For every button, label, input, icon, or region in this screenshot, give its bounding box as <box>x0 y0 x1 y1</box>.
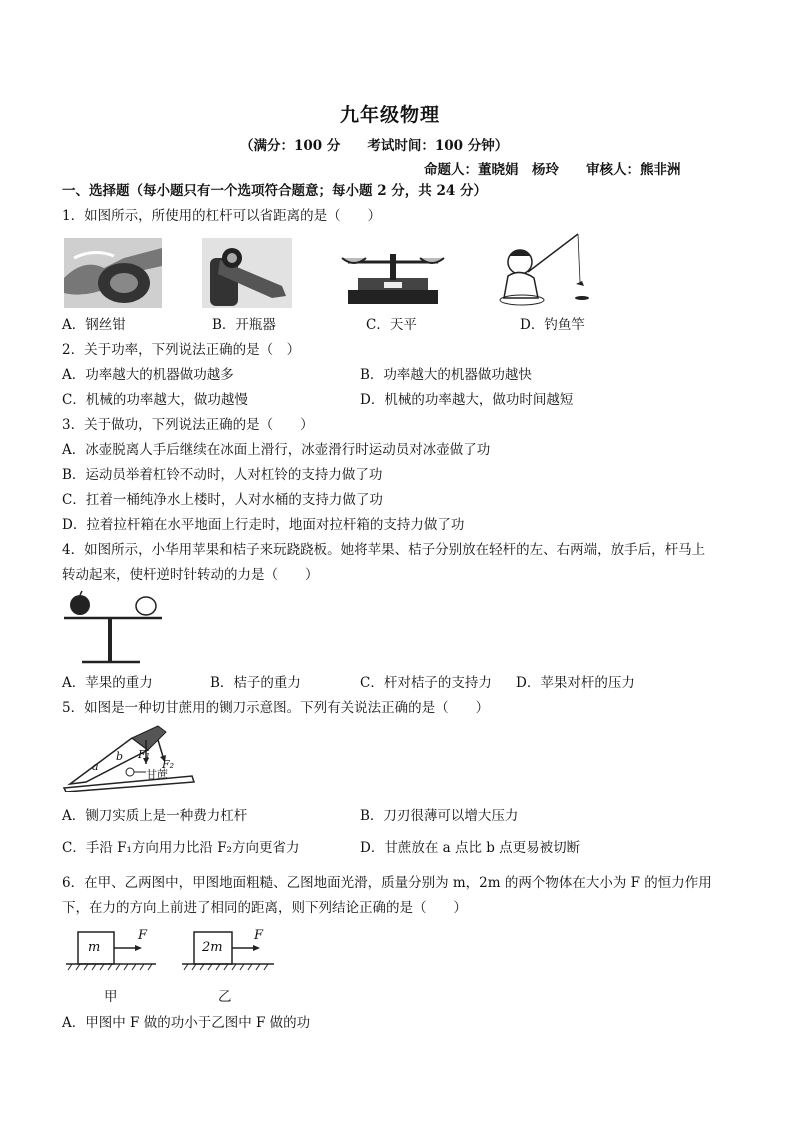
q2-option-c: C．机械的功率越大，做功越慢 <box>62 392 248 408</box>
q4-option-c: C．杆对桔子的支持力 <box>360 675 492 691</box>
q1-option-a: A．钢丝钳 <box>62 317 126 333</box>
q4-option-d: D．苹果对杆的压力 <box>516 675 635 691</box>
force2-label: F <box>254 928 264 943</box>
q1-stem: 1．如图所示，所使用的杠杆可以省距离的是（ ） <box>62 208 382 224</box>
q3-stem: 3．关于做功，下列说法正确的是（ ） <box>62 417 314 433</box>
figure-caption-yi: 乙 <box>218 989 232 1005</box>
page-title: 九年级物理 <box>340 104 441 126</box>
q5-option-b: B．刀刃很薄可以增大压力 <box>360 808 519 824</box>
block-figure-right <box>180 928 280 972</box>
q5-option-a: A．铡刀实质上是一种费力杠杆 <box>62 808 248 824</box>
bottle-opener-image <box>202 238 292 308</box>
q2-option-d: D．机械的功率越大，做功时间越短 <box>360 392 574 408</box>
q1-option-d: D．钓鱼竿 <box>520 317 585 333</box>
seesaw-figure <box>62 590 182 668</box>
q2-stem: 2．关于功率，下列说法正确的是（ ） <box>62 342 301 358</box>
force1-label: F <box>138 928 148 943</box>
q1-option-c: C．天平 <box>366 317 417 333</box>
q6-stem-line2: 下，在力的方向上前进了相同的距离，则下列结论正确的是（ ） <box>62 900 467 916</box>
q1-option-b: B．开瓶器 <box>212 317 276 333</box>
authors-line: 命题人：董晓娟 杨玲 审核人：熊非洲 <box>424 162 681 178</box>
q5-option-c: C．手沿 F₁方向用力比沿 F₂方向更省力 <box>62 840 300 856</box>
block1-label: m <box>88 940 101 955</box>
label-f2: F₂ <box>162 758 175 771</box>
label-b: b <box>116 750 124 763</box>
q2-option-a: A．功率越大的机器做功越多 <box>62 367 234 383</box>
q4-option-a: A．苹果的重力 <box>62 675 153 691</box>
q6-stem-line1: 6．在甲、乙两图中，甲图地面粗糙、乙图地面光滑，质量分别为 m，2m 的两个物体在大小为 F 的恒力作用 <box>62 875 712 891</box>
q2-option-b: B．功率越大的机器做功越快 <box>360 367 532 383</box>
fishing-rod-image <box>498 232 598 308</box>
q5-option-d: D．甘蔗放在 a 点比 b 点更易被切断 <box>360 840 581 856</box>
q4-option-b: B．桔子的重力 <box>210 675 301 691</box>
figure-caption-jia: 甲 <box>104 989 118 1005</box>
q4-stem-line1: 4．如图所示，小华用苹果和桔子来玩跷跷板。她将苹果、桔子分别放在轻杆的左、右两端，放手后，杆马上 <box>62 542 706 558</box>
q5-stem: 5．如图是一种切甘蔗用的铡刀示意图。下列有关说法正确的是（ ） <box>62 700 490 716</box>
label-f1: F₁ <box>138 748 151 761</box>
chopper-figure <box>62 722 198 792</box>
balance-scale-image <box>338 244 448 308</box>
section-heading: 一、选择题（每小题只有一个选项符合题意；每小题 2 分，共 24 分） <box>62 183 487 199</box>
pliers-image <box>64 238 162 308</box>
block2-label: 2m <box>202 940 223 955</box>
q4-stem-line2: 转动起来，使杆逆时针转动的力是（ ） <box>62 567 319 583</box>
q3-option-d: D．拉着拉杆箱在水平地面上行走时，地面对拉杆箱的支持力做了功 <box>62 517 465 533</box>
q3-option-b: B．运动员举着杠铃不动时，人对杠铃的支持力做了功 <box>62 467 383 483</box>
label-a: a <box>92 760 99 773</box>
q3-option-a: A．冰壶脱离人手后继续在冰面上滑行，冰壶滑行时运动员对冰壶做了功 <box>62 442 491 458</box>
q6-option-a: A．甲图中 F 做的功小于乙图中 F 做的功 <box>62 1015 311 1031</box>
q3-option-c: C．扛着一桶纯净水上楼时，人对水桶的支持力做了功 <box>62 492 383 508</box>
label-cane: 甘蔗 <box>146 768 168 781</box>
score-time-line: （满分：100 分 考试时间：100 分钟） <box>240 138 509 154</box>
